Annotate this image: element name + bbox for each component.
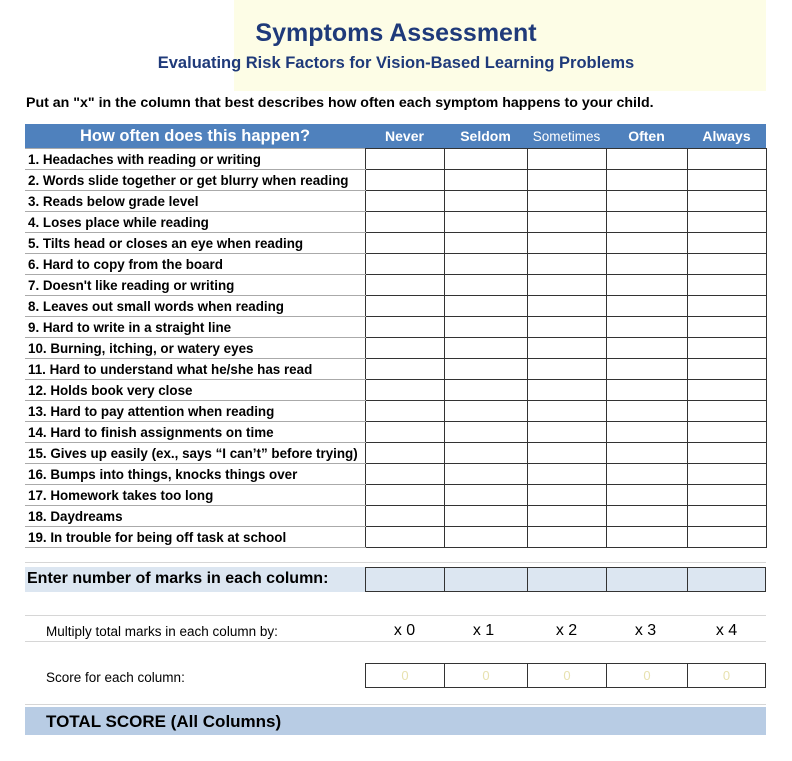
mark-cell-always[interactable] (687, 170, 766, 191)
symptoms-grid (25, 124, 766, 548)
column-header-seldom: Seldom (444, 124, 527, 149)
mark-cell-never[interactable] (365, 506, 444, 527)
symptom-label: 9. Hard to write in a straight line (25, 317, 365, 338)
mark-cell-always[interactable] (687, 527, 766, 548)
multiplier-sometimes: x 2 (555, 622, 578, 639)
symptom-label: 15. Gives up easily (ex., says “I can’t” before trying) (25, 443, 365, 464)
mark-cell-often[interactable] (606, 359, 687, 380)
mark-cell-sometimes[interactable] (527, 317, 606, 338)
mark-cell-often[interactable] (606, 275, 687, 296)
mark-cell-often[interactable] (606, 464, 687, 485)
mark-cell-often[interactable] (606, 233, 687, 254)
mark-cell-seldom[interactable] (444, 149, 527, 170)
page-title: Symptoms Assessment (255, 19, 537, 47)
multiplier-never: x 0 (393, 622, 416, 639)
symptom-label: 4. Loses place while reading (25, 212, 365, 233)
mark-cell-often[interactable] (606, 338, 687, 359)
mark-cell-seldom[interactable] (444, 338, 527, 359)
symptom-label: 19. In trouble for being off task at school (25, 527, 365, 548)
mark-cell-sometimes[interactable] (527, 149, 606, 170)
marks-input-often[interactable] (606, 567, 688, 592)
column-header-often: Often (606, 124, 687, 149)
mark-cell-often[interactable] (606, 527, 687, 548)
symptom-label: 7. Doesn't like reading or writing (25, 275, 365, 296)
mark-cell-never[interactable] (365, 317, 444, 338)
mark-cell-sometimes[interactable] (527, 359, 606, 380)
mark-cell-sometimes[interactable] (527, 338, 606, 359)
symptom-label: 3. Reads below grade level (25, 191, 365, 212)
mark-cell-never[interactable] (365, 338, 444, 359)
mark-cell-always[interactable] (687, 212, 766, 233)
total-score-label: TOTAL SCORE (All Columns) (46, 712, 282, 731)
mark-cell-seldom[interactable] (444, 233, 527, 254)
table-row (25, 443, 766, 464)
multiplier-always: x 4 (715, 622, 738, 639)
mark-cell-always[interactable] (687, 443, 766, 464)
table-row (25, 170, 766, 191)
mark-cell-seldom[interactable] (444, 401, 527, 422)
enter-marks-label: Enter number of marks in each column: (27, 570, 329, 587)
mark-cell-sometimes[interactable] (527, 422, 606, 443)
mark-cell-often[interactable] (606, 422, 687, 443)
symptoms-table (25, 124, 767, 548)
mark-cell-always[interactable] (687, 317, 766, 338)
symptoms-body (25, 149, 766, 548)
table-row (25, 317, 766, 338)
table-row (25, 401, 766, 422)
mark-cell-sometimes[interactable] (527, 464, 606, 485)
marks-input-never[interactable] (365, 567, 445, 592)
score-often: 0 (606, 663, 688, 688)
table-row (25, 338, 766, 359)
mark-cell-seldom[interactable] (444, 254, 527, 275)
spacer-line (25, 562, 766, 563)
table-row (25, 359, 766, 380)
mark-cell-never[interactable] (365, 233, 444, 254)
mark-cell-never[interactable] (365, 464, 444, 485)
mark-cell-never[interactable] (365, 443, 444, 464)
multiplier-seldom: x 1 (472, 622, 495, 639)
multiplier-often: x 3 (634, 622, 657, 639)
mark-cell-always[interactable] (687, 254, 766, 275)
symptom-label: 8. Leaves out small words when reading (25, 296, 365, 317)
mark-cell-sometimes[interactable] (527, 233, 606, 254)
symptom-label: 16. Bumps into things, knocks things over (25, 464, 365, 485)
spacer-line (25, 641, 766, 642)
symptom-label: 18. Daydreams (25, 506, 365, 527)
table-row (25, 527, 766, 548)
score-never: 0 (365, 663, 445, 688)
mark-cell-often[interactable] (606, 506, 687, 527)
mark-cell-never[interactable] (365, 212, 444, 233)
table-row (25, 296, 766, 317)
mark-cell-always[interactable] (687, 359, 766, 380)
mark-cell-never[interactable] (365, 170, 444, 191)
mark-cell-never[interactable] (365, 275, 444, 296)
symptom-label: 6. Hard to copy from the board (25, 254, 365, 275)
marks-input-seldom[interactable] (444, 567, 528, 592)
table-row (25, 464, 766, 485)
symptom-label: 10. Burning, itching, or watery eyes (25, 338, 365, 359)
mark-cell-often[interactable] (606, 254, 687, 275)
spacer-line (25, 615, 766, 616)
instructions-text: Put an "x" in the column that best describes how often each symptom happens to your child. (26, 95, 654, 111)
symptom-label: 2. Words slide together or get blurry when reading (25, 170, 365, 191)
mark-cell-sometimes[interactable] (527, 254, 606, 275)
mark-cell-never[interactable] (365, 359, 444, 380)
mark-cell-always[interactable] (687, 401, 766, 422)
mark-cell-seldom[interactable] (444, 485, 527, 506)
page-subtitle: Evaluating Risk Factors for Vision-Based Learning Problems (157, 54, 635, 72)
mark-cell-seldom[interactable] (444, 275, 527, 296)
table-row (25, 212, 766, 233)
column-header-always: Always (687, 124, 766, 149)
mark-cell-always[interactable] (687, 485, 766, 506)
mark-cell-always[interactable] (687, 338, 766, 359)
mark-cell-often[interactable] (606, 485, 687, 506)
mark-cell-often[interactable] (606, 149, 687, 170)
table-row (25, 380, 766, 401)
mark-cell-never[interactable] (365, 527, 444, 548)
multiply-label: Multiply total marks in each column by: (46, 624, 278, 639)
score-seldom: 0 (444, 663, 528, 688)
mark-cell-always[interactable] (687, 380, 766, 401)
mark-cell-always[interactable] (687, 464, 766, 485)
table-row (25, 485, 766, 506)
table-row (25, 149, 766, 170)
score-always: 0 (687, 663, 766, 688)
mark-cell-often[interactable] (606, 296, 687, 317)
mark-cell-seldom[interactable] (444, 170, 527, 191)
mark-cell-sometimes[interactable] (527, 380, 606, 401)
mark-cell-seldom[interactable] (444, 527, 527, 548)
symptom-label: 5. Tilts head or closes an eye when reading (25, 233, 365, 254)
symptom-label: 1. Headaches with reading or writing (25, 149, 365, 170)
symptom-label: 13. Hard to pay attention when reading (25, 401, 365, 422)
mark-cell-always[interactable] (687, 191, 766, 212)
mark-cell-sometimes[interactable] (527, 443, 606, 464)
mark-cell-often[interactable] (606, 170, 687, 191)
mark-cell-sometimes[interactable] (527, 485, 606, 506)
mark-cell-always[interactable] (687, 422, 766, 443)
mark-cell-always[interactable] (687, 275, 766, 296)
total-score-row (25, 707, 766, 735)
spacer-line (25, 704, 766, 705)
score-sometimes: 0 (527, 663, 607, 688)
mark-cell-seldom[interactable] (444, 359, 527, 380)
mark-cell-seldom[interactable] (444, 317, 527, 338)
mark-cell-often[interactable] (606, 401, 687, 422)
mark-cell-seldom[interactable] (444, 296, 527, 317)
mark-cell-sometimes[interactable] (527, 527, 606, 548)
symptom-label: 12. Holds book very close (25, 380, 365, 401)
mark-cell-often[interactable] (606, 443, 687, 464)
mark-cell-always[interactable] (687, 506, 766, 527)
mark-cell-sometimes[interactable] (527, 170, 606, 191)
mark-cell-seldom[interactable] (444, 506, 527, 527)
mark-cell-seldom[interactable] (444, 380, 527, 401)
mark-cell-never[interactable] (365, 401, 444, 422)
symptom-label: 14. Hard to finish assignments on time (25, 422, 365, 443)
mark-cell-sometimes[interactable] (527, 275, 606, 296)
marks-input-always[interactable] (687, 567, 766, 592)
mark-cell-often[interactable] (606, 380, 687, 401)
question-header: How often does this happen? (25, 124, 365, 149)
mark-cell-never[interactable] (365, 422, 444, 443)
mark-cell-sometimes[interactable] (527, 506, 606, 527)
table-row (25, 422, 766, 443)
mark-cell-never[interactable] (365, 296, 444, 317)
mark-cell-never[interactable] (365, 380, 444, 401)
score-label: Score for each column: (46, 670, 185, 685)
table-row (25, 275, 766, 296)
mark-cell-sometimes[interactable] (527, 191, 606, 212)
mark-cell-often[interactable] (606, 317, 687, 338)
mark-cell-never[interactable] (365, 149, 444, 170)
symptom-label: 17. Homework takes too long (25, 485, 365, 506)
mark-cell-never[interactable] (365, 191, 444, 212)
mark-cell-always[interactable] (687, 233, 766, 254)
mark-cell-often[interactable] (606, 212, 687, 233)
enter-marks-row (25, 567, 766, 592)
mark-cell-seldom[interactable] (444, 191, 527, 212)
mark-cell-never[interactable] (365, 254, 444, 275)
mark-cell-seldom[interactable] (444, 212, 527, 233)
mark-cell-often[interactable] (606, 191, 687, 212)
mark-cell-always[interactable] (687, 149, 766, 170)
mark-cell-seldom[interactable] (444, 443, 527, 464)
marks-input-sometimes[interactable] (527, 567, 607, 592)
symptom-label: 11. Hard to understand what he/she has read (25, 359, 365, 380)
table-row (25, 233, 766, 254)
mark-cell-seldom[interactable] (444, 422, 527, 443)
mark-cell-always[interactable] (687, 296, 766, 317)
table-row (25, 254, 766, 275)
mark-cell-seldom[interactable] (444, 464, 527, 485)
table-header-row (25, 124, 766, 149)
mark-cell-sometimes[interactable] (527, 296, 606, 317)
mark-cell-never[interactable] (365, 485, 444, 506)
mark-cell-sometimes[interactable] (527, 212, 606, 233)
table-row (25, 191, 766, 212)
column-header-never: Never (365, 124, 444, 149)
column-header-sometimes: Sometimes (527, 124, 606, 149)
mark-cell-sometimes[interactable] (527, 401, 606, 422)
table-row (25, 506, 766, 527)
